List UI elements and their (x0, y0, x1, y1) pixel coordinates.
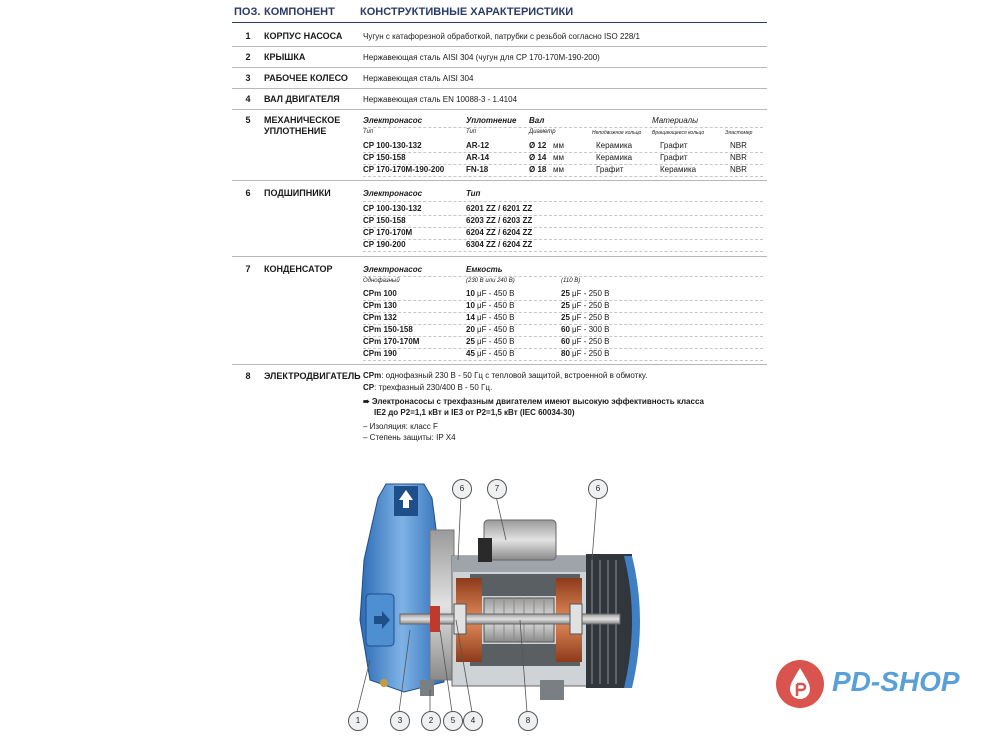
divider (232, 256, 767, 257)
bearing-row-type: 6204 ZZ / 6204 ZZ (466, 228, 533, 237)
cap-row-v2: 25 (561, 301, 570, 310)
seal-row-fixed: Графит (596, 165, 624, 174)
seal-sub-rot: Вращающееся кольцо (652, 130, 705, 136)
bearing-row-type: 6203 ZZ / 6203 ZZ (466, 216, 533, 225)
row-2-name: КРЫШКА (264, 52, 306, 62)
cap-row-v1: 25 (466, 337, 475, 346)
seal-col-seal: Уплотнение (466, 116, 517, 125)
dashed-line (363, 251, 763, 252)
cap-row-pump: CPm 130 (363, 301, 397, 310)
cap-sub-230: (230 В или 240 В) (466, 278, 515, 284)
row-3-text: Нержавеющая сталь AISI 304 (363, 74, 474, 83)
cap-row-r1: μF - 450 В (477, 313, 515, 322)
cap-sub-single: Однофазный (363, 278, 400, 284)
cap-sub-110: (110 В) (561, 278, 581, 284)
header-divider (232, 22, 767, 23)
row-8-name: ЭЛЕКТРОДВИГАТЕЛЬ (264, 371, 361, 381)
callout-2: 2 (421, 711, 441, 731)
dashed-line (363, 227, 763, 228)
dashed-line (363, 239, 763, 240)
row-2-text: Нержавеющая сталь AISI 304 (чугун для CP 170-170M-190-200) (363, 53, 600, 62)
callout-1: 1 (348, 711, 368, 731)
pd-shop-logo-icon (774, 658, 826, 710)
cap-row-v1: 45 (466, 349, 475, 358)
callout-6-right: 6 (588, 479, 608, 499)
seal-sub-diam: Диаметр (529, 129, 556, 135)
dashed-line (363, 215, 763, 216)
header-characteristics: КОНСТРУКТИВНЫЕ ХАРАКТЕРИСТИКИ (360, 6, 574, 18)
cap-row-r1: μF - 450 В (477, 289, 515, 298)
row-7-name: КОНДЕНСАТОР (264, 264, 333, 274)
cap-row-r1: μF - 450 В (477, 301, 515, 310)
row-5-name-line2: УПЛОТНЕНИЕ (264, 126, 327, 136)
divider (232, 67, 767, 68)
bearing-row-type: 6304 ZZ / 6204 ZZ (466, 240, 533, 249)
cap-row-v1: 10 (466, 301, 475, 310)
motor-cpm-text: : однофазный 230 В - 50 Гц с тепловой защитой, встроенной в обмотку. (381, 371, 648, 380)
seal-row-seal: AR-14 (466, 153, 490, 162)
divider (232, 109, 767, 110)
callout-6-left: 6 (452, 479, 472, 499)
row-4-num: 4 (245, 94, 251, 104)
seal-row-elast: NBR (730, 141, 747, 150)
cap-row-pump: CPm 170-170M (363, 337, 420, 346)
motor-cpm (363, 371, 647, 380)
cap-row-r2: μF - 250 В (572, 289, 610, 298)
dashed-line (363, 201, 763, 202)
seal-row-fixed: Керамика (596, 153, 633, 162)
motor-cp (363, 383, 492, 392)
seal-col-pump: Электронасос (363, 116, 423, 125)
cap-row-r1: μF - 450 В (477, 337, 515, 346)
divider (232, 88, 767, 89)
motor-note-line2: IE2 до P2=1,1 кВт и IE3 от P2=1,5 кВт (IEC 60034-30) (374, 408, 575, 417)
callout-7: 7 (487, 479, 507, 499)
seal-row-seal: AR-12 (466, 141, 490, 150)
divider (232, 180, 767, 181)
motor-note-line1: ➠ Электронасосы с трехфазным двигателем имеют высокую эффективность класса (363, 397, 704, 406)
callout-8: 8 (518, 711, 538, 731)
row-1-num: 1 (245, 31, 251, 41)
row-3-name: РАБОЧЕЕ КОЛЕСО (264, 73, 348, 83)
row-1-name: КОРПУС НАСОСА (264, 31, 343, 41)
cap-row-pump: CPm 150-158 (363, 325, 413, 334)
seal-row-unit: мм (553, 153, 564, 162)
bearings-col-pump: Электронасос (363, 189, 423, 198)
cap-row-r2: μF - 250 В (572, 337, 610, 346)
bearing-row-pump: CP 170-170M (363, 228, 413, 237)
seal-sub-elast: Эластомер (725, 130, 753, 136)
cap-row-pump: CPm 190 (363, 349, 397, 358)
bearing-row-pump: CP 150-158 (363, 216, 406, 225)
row-7-num: 7 (245, 264, 251, 274)
cap-row-v2: 60 (561, 325, 570, 334)
dashed-line (363, 176, 763, 177)
header-pos: ПОЗ. (234, 6, 261, 18)
seal-row-fixed: Керамика (596, 141, 633, 150)
cap-row-r2: μF - 300 В (572, 325, 610, 334)
header-component: КОМПОНЕНТ (264, 6, 335, 18)
bearing-row-type: 6201 ZZ / 6201 ZZ (466, 204, 533, 213)
cap-row-r2: μF - 250 В (572, 313, 610, 322)
bearings-col-type: Тип (466, 189, 481, 198)
dashed-line (363, 276, 763, 277)
seal-row-diam: Ø 14 (529, 153, 547, 162)
cap-row-v2: 80 (561, 349, 570, 358)
seal-row-rot: Графит (660, 141, 688, 150)
cap-row-v1: 14 (466, 313, 475, 322)
cap-col-cap: Емкость (466, 265, 503, 274)
seal-sub-fixed: Неподвижное кольцо (592, 130, 642, 136)
seal-row-diam: Ø 18 (529, 165, 547, 174)
row-5-name-line1: МЕХАНИЧЕСКОЕ (264, 115, 341, 125)
cap-row-v2: 25 (561, 313, 570, 322)
seal-sub-type2: Тип (466, 129, 477, 135)
row-5-num: 5 (245, 115, 251, 125)
cap-col-pump: Электронасос (363, 265, 423, 274)
pd-shop-logo-text[interactable]: PD-SHOP (832, 666, 960, 697)
seal-row-pump: CP 150-158 (363, 153, 406, 162)
seal-row-seal: FN-18 (466, 165, 489, 174)
motor-cp-label: CP (363, 383, 375, 392)
seal-col-shaft: Вал (529, 116, 545, 125)
seal-row-unit: мм (553, 165, 564, 174)
dashed-line (363, 360, 763, 361)
row-2-num: 2 (245, 52, 251, 62)
motor-insulation: – Изоляция: класс F (363, 422, 438, 431)
dashed-line (363, 127, 763, 128)
motor-protection: – Степень защиты: IP X4 (363, 433, 456, 442)
seal-row-unit: мм (553, 141, 564, 150)
seal-row-pump: CP 100-130-132 (363, 141, 422, 150)
row-4-name: ВАЛ ДВИГАТЕЛЯ (264, 94, 340, 104)
cap-row-v2: 60 (561, 337, 570, 346)
row-6-num: 6 (245, 188, 251, 198)
motor-cp-text: : трехфазный 230/400 В - 50 Гц. (374, 383, 493, 392)
row-4-text: Нержавеющая сталь EN 10088-3 - 1.4104 (363, 95, 518, 104)
seal-row-pump: CP 170-170M-190-200 (363, 165, 445, 174)
callout-5: 5 (443, 711, 463, 731)
seal-sub-type: Тип (363, 129, 374, 135)
cap-row-r1: μF - 450 В (477, 349, 515, 358)
cap-row-pump: CPm 100 (363, 289, 397, 298)
row-1-text: Чугун с катафорезной обработкой, патрубки с резьбой согласно ISO 228/1 (363, 32, 640, 41)
callout-4: 4 (463, 711, 483, 731)
seal-row-rot: Керамика (660, 165, 697, 174)
cap-row-r2: μF - 250 В (572, 301, 610, 310)
bearing-row-pump: CP 100-130-132 (363, 204, 422, 213)
divider (232, 364, 767, 365)
cap-row-v1: 10 (466, 289, 475, 298)
cap-row-v2: 25 (561, 289, 570, 298)
seal-col-materials: Материалы (652, 116, 698, 125)
row-6-name: ПОДШИПНИКИ (264, 188, 331, 198)
seal-row-diam: Ø 12 (529, 141, 547, 150)
seal-row-elast: NBR (730, 153, 747, 162)
divider (232, 46, 767, 47)
bearing-row-pump: CP 190-200 (363, 240, 406, 249)
callout-3: 3 (390, 711, 410, 731)
seal-row-elast: NBR (730, 165, 747, 174)
cap-row-r1: μF - 450 В (477, 325, 515, 334)
row-3-num: 3 (245, 73, 251, 83)
motor-cpm-label: CPm (363, 371, 382, 380)
cap-row-v1: 20 (466, 325, 475, 334)
seal-row-rot: Графит (660, 153, 688, 162)
row-8-num: 8 (245, 371, 251, 381)
cap-row-pump: CPm 132 (363, 313, 397, 322)
cap-row-r2: μF - 250 В (572, 349, 610, 358)
